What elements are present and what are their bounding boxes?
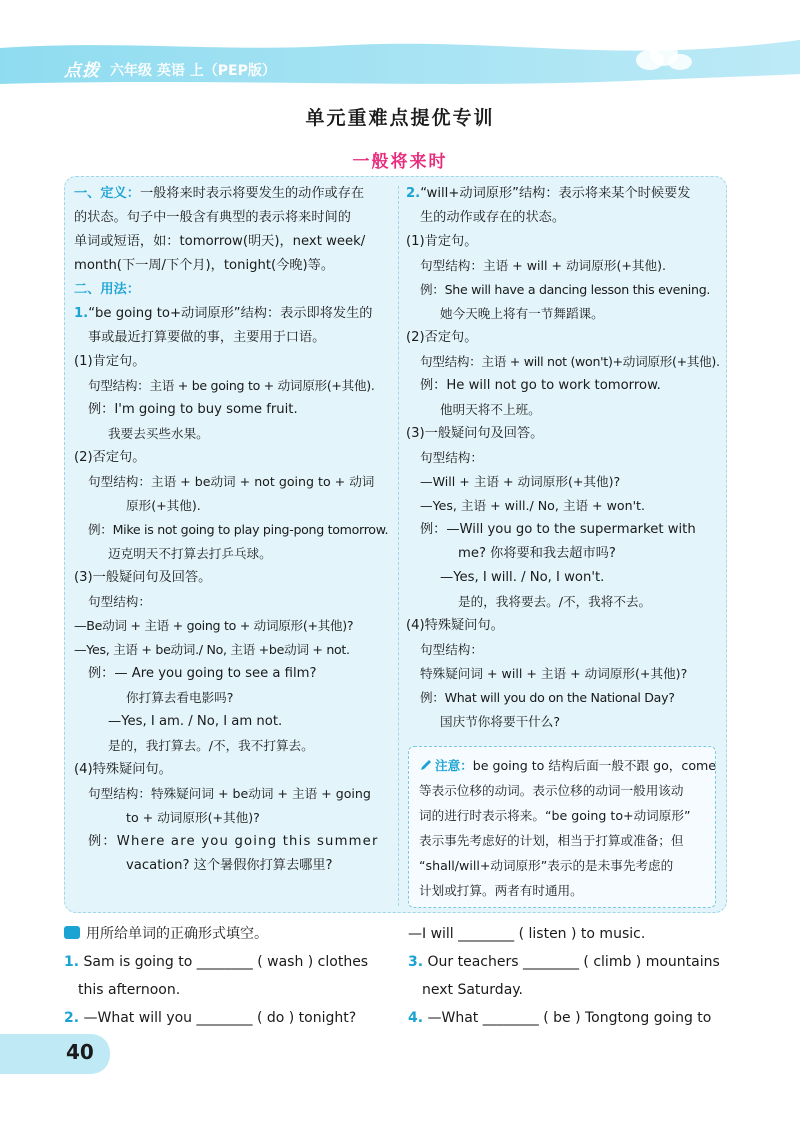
structure-formula: —Yes, 主语 + will./ No, 主语 + won't. <box>420 498 645 513</box>
right-column <box>406 182 720 734</box>
sentence-structure: 句型结构：特殊疑问词 + be动词 + 主语 + going <box>88 786 371 801</box>
sentence-structure: 句型结构：主语 + be going to + 动词原形(+其他). <box>88 378 375 393</box>
usage-description: 生的动作或存在的状态。 <box>420 210 566 225</box>
point-title: (1)肯定句。 <box>74 354 146 369</box>
page-number: 40 <box>66 1040 94 1064</box>
example-sentence: 例：Mike is not going to play ping-pong tomorrow. <box>88 522 389 537</box>
point-title: (4)特殊疑问句。 <box>74 762 172 777</box>
example-translation: 他明天将不上班。 <box>440 402 541 417</box>
structure-formula: —Be动词 + 主语 + going to + 动词原形(+其他)? <box>74 618 354 633</box>
example-sentence: me? 你将要和我去超市吗? <box>458 546 616 561</box>
structure-formula: 特殊疑问词 + will + 主语 + 动词原形(+其他)? <box>420 666 688 681</box>
example-translation: 你打算去看电影吗? <box>126 690 234 705</box>
example-answer: —Yes, I am. / No, I am not. <box>108 714 283 729</box>
example-translation: 国庆节你将要干什么? <box>440 714 561 729</box>
example-translation: 她今天晚上将有一节舞蹈课。 <box>440 306 604 321</box>
page-title: 单元重难点提优专训 <box>305 107 495 129</box>
note-line: 词的进行时表示将来。“be going to+动词原形” <box>419 808 691 823</box>
exercise-badge <box>64 926 80 939</box>
exercise-left <box>64 920 394 1032</box>
example-translation: 迈克明天不打算去打乒乓球。 <box>108 546 272 561</box>
note-line: 表示事先考虑好的计划，相当于打算或准备；但 <box>419 833 684 848</box>
point-title: (2)否定句。 <box>74 450 146 465</box>
pen-icon <box>419 758 433 772</box>
sentence-structure: 句型结构： <box>420 450 483 465</box>
note-line: “shall/will+动词原形”表示的是未事先考虑的 <box>419 858 674 873</box>
example-translation: 是的，我将要去。/不，我将不去。 <box>458 594 652 609</box>
section-number: 1. <box>74 306 89 321</box>
usage-description: “be going to+动词原形”结构：表示即将发生的 <box>88 306 373 321</box>
sentence-structure: 句型结构：主语 + will + 动词原形(+其他). <box>420 258 667 273</box>
question-text: —I will ________ ( listen ) to music. <box>408 926 646 942</box>
exercise-right <box>408 920 738 1032</box>
point-title: (1)肯定句。 <box>406 234 478 249</box>
example-answer: —Yes, I will. / No, I won't. <box>440 570 605 585</box>
question-number: 2. <box>64 1010 80 1026</box>
note-tag: 注意： <box>435 758 473 773</box>
definition-line: 的状态。句子中一般含有典型的表示将来时间的 <box>74 210 351 225</box>
question-text: —What will you ________ ( do ) tonight? <box>83 1010 357 1026</box>
section-number: 2. <box>406 186 421 201</box>
series-logo: 点拨 <box>64 61 100 81</box>
exercise-instruction: 用所给单词的正确形式填空。 <box>86 926 268 942</box>
question-number: 1. <box>64 954 80 970</box>
section-title: 一般将来时 <box>352 152 448 172</box>
column-divider <box>398 186 399 906</box>
sentence-structure: 句型结构： <box>88 594 151 609</box>
note-box <box>408 746 716 908</box>
question-text: Sam is going to ________ ( wash ) clothes <box>83 954 369 970</box>
left-column <box>74 182 392 878</box>
point-title: (3)一般疑问句及回答。 <box>74 570 212 585</box>
question-text: Our teachers ________ ( climb ) mountains <box>427 954 720 970</box>
example-sentence: 例：What will you do on the National Day? <box>420 690 675 705</box>
header-banner <box>0 0 800 95</box>
example-sentence: 例：Where are you going this summer <box>88 834 379 849</box>
question-text: —What ________ ( be ) Tongtong going to <box>427 1010 712 1026</box>
example-translation: 是的，我打算去。/不，我不打算去。 <box>108 738 314 753</box>
cloud-icon <box>628 36 698 76</box>
note-line: 计划或打算。两者有时通用。 <box>419 883 583 898</box>
question-number: 3. <box>408 954 424 970</box>
sentence-structure: 句型结构：主语 + be动词 + not going to + 动词 <box>88 474 375 489</box>
example-sentence: 例：—Will you go to the supermarket with <box>420 522 696 537</box>
structure-formula: —Yes, 主语 + be动词./ No, 主语 +be动词 + not. <box>74 642 350 657</box>
question-text: next Saturday. <box>422 982 524 998</box>
definition-line: 一般将来时表示将要发生的动作或存在 <box>139 186 365 201</box>
sentence-structure: to + 动词原形(+其他)? <box>126 810 260 825</box>
sentence-structure: 句型结构： <box>420 642 483 657</box>
example-sentence: 例：She will have a dancing lesson this evening. <box>420 282 711 297</box>
sentence-structure: 句型结构：主语 + will not (won't)+动词原形(+其他). <box>420 354 720 369</box>
usage-description: “will+动词原形”结构：表示将来某个时候要发 <box>420 186 691 201</box>
example-sentence: 例：He will not go to work tomorrow. <box>420 378 661 393</box>
point-title: (3)一般疑问句及回答。 <box>406 426 544 441</box>
sentence-structure: 原形(+其他). <box>126 498 201 513</box>
note-line: 等表示位移的动词。表示位移的动词一般用该动 <box>419 783 684 798</box>
point-title: (4)特殊疑问句。 <box>406 618 504 633</box>
example-sentence: 例：— Are you going to see a film? <box>88 666 317 681</box>
note-line: be going to 结构后面一般不跟 go，come <box>472 758 717 773</box>
question-text: this afternoon. <box>78 982 181 998</box>
structure-formula: —Will + 主语 + 动词原形(+其他)? <box>420 474 621 489</box>
example-sentence: vacation? 这个暑假你打算去哪里? <box>126 858 333 873</box>
usage-tag: 二、用法： <box>74 282 140 297</box>
definition-tag: 一、定义： <box>74 186 140 201</box>
question-number: 4. <box>408 1010 424 1026</box>
usage-description: 事或最近打算要做的事，主要用于口语。 <box>88 330 326 345</box>
example-translation: 我要去买些水果。 <box>108 426 209 441</box>
definition-line: 单词或短语，如：tomorrow(明天)，next week/ <box>74 234 366 249</box>
series-title: 六年级 英语 上（PEP版） <box>110 63 276 79</box>
point-title: (2)否定句。 <box>406 330 478 345</box>
definition-line: month(下一周/下个月)，tonight(今晚)等。 <box>74 258 335 273</box>
example-sentence: 例：I'm going to buy some fruit. <box>88 402 298 417</box>
